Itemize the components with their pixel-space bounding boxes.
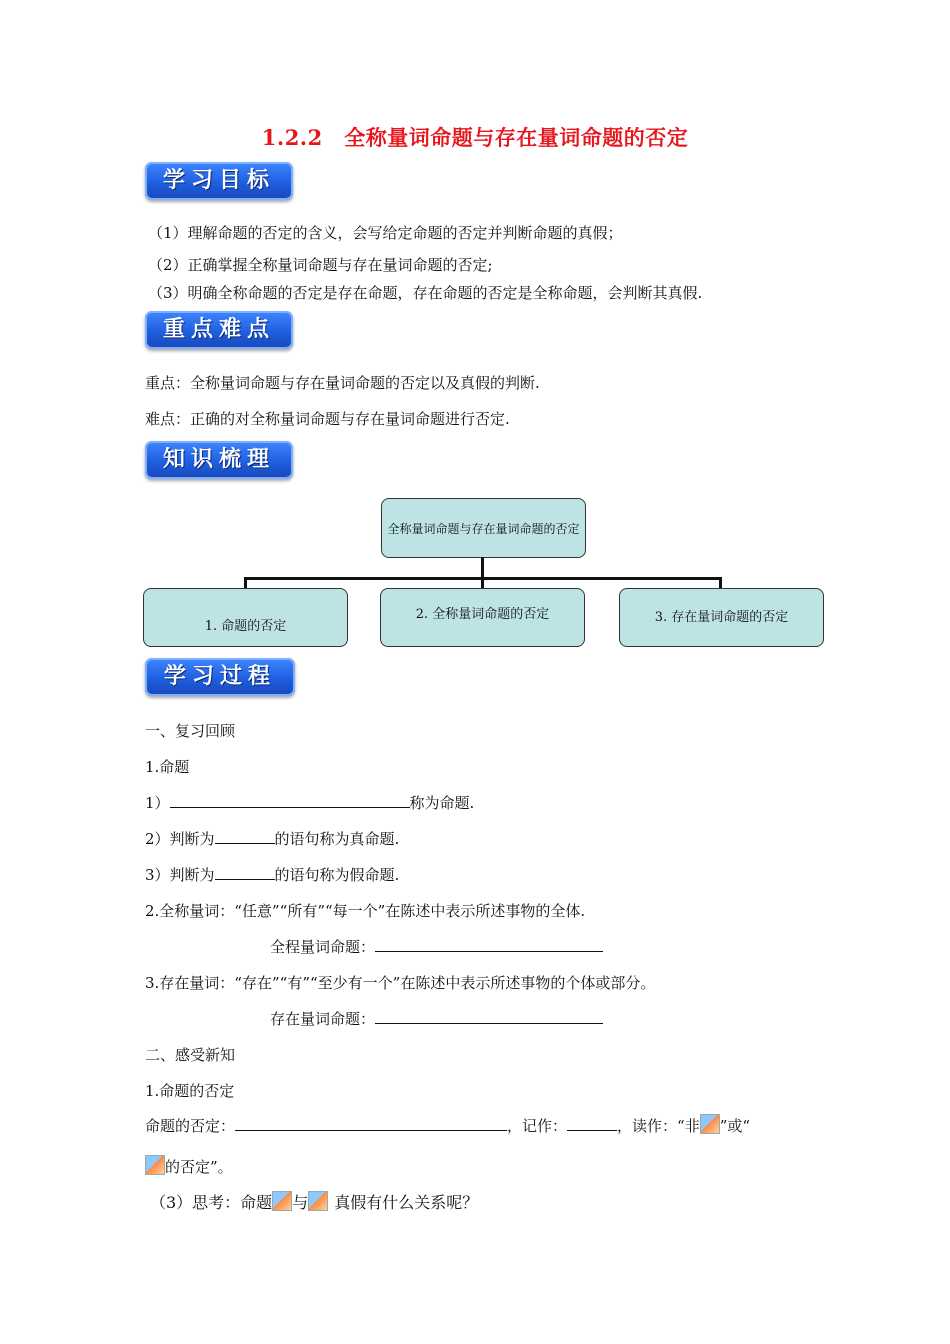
goal-item-1: （1）理解命题的否定的含义，会写给定命题的否定并判断命题的真假； xyxy=(148,224,623,242)
section-banner-process: 学习过程 xyxy=(145,658,295,696)
connector-vertical-root xyxy=(481,557,484,579)
p2-suffix: 的语句称为真命题. xyxy=(274,830,400,848)
false-proposition-line xyxy=(145,864,399,885)
neg-line2-text: 的否定”。 xyxy=(165,1158,233,1176)
key-point: 重点：全称量词命题与存在量词命题的否定以及真假的判断. xyxy=(145,374,540,392)
neg-reading-label: ，读作：“非 xyxy=(617,1117,700,1135)
diagram-child-label-2: 2. 全称量词命题的否定 xyxy=(415,607,550,622)
answer-blank-3[interactable] xyxy=(215,865,275,880)
item2-sub-label: 全程量词命题： xyxy=(270,938,376,956)
formula-image-icon xyxy=(145,1155,165,1175)
proposition-definition-line xyxy=(145,792,474,813)
goal-item-2: （2）正确掌握全称量词命题与存在量词命题的否定; xyxy=(148,256,493,274)
item3-sub-label: 存在量词命题： xyxy=(270,1010,376,1028)
answer-blank-4[interactable] xyxy=(375,937,603,952)
p2-prefix: 2）判断为 xyxy=(145,830,215,848)
diagram-child-label-1: 1. 命题的否定 xyxy=(204,619,287,634)
p1-prefix: 1） xyxy=(145,794,170,812)
section-banner-keypoints: 重点难点 xyxy=(145,311,293,349)
think-question-line xyxy=(150,1190,478,1213)
existential-quantifier-line: 3.存在量词：“存在”“有”“至少有一个”在陈述中表示所述事物的个体或部分。 xyxy=(145,974,656,992)
negation-definition-line xyxy=(145,1114,750,1136)
answer-blank-1[interactable] xyxy=(170,793,410,808)
answer-blank-2[interactable] xyxy=(215,829,275,844)
answer-blank-7[interactable] xyxy=(567,1116,617,1131)
review-heading: 一、复习回顾 xyxy=(145,722,236,740)
formula-image-icon xyxy=(308,1191,328,1211)
diagram-child-label-3: 3. 存在量词命题的否定 xyxy=(654,610,789,625)
new-knowledge-heading: 二、感受新知 xyxy=(145,1046,236,1064)
universal-quantifier-line: 2.全称量词：“任意”“所有”“每一个”在陈述中表示所述事物的全体. xyxy=(145,902,586,920)
page-title: 1.2.2 全称量词命题与存在量词命题的否定 xyxy=(261,125,689,150)
diagram-child-node-2 xyxy=(380,588,585,647)
neg-or-label: ”或“ xyxy=(719,1117,751,1135)
universal-proposition-line xyxy=(270,936,603,957)
think-suffix: 真假有什么关系呢？ xyxy=(334,1193,479,1212)
section-banner-goals: 学习目标 xyxy=(145,162,293,200)
diagram-root-node xyxy=(381,498,586,558)
answer-blank-5[interactable] xyxy=(375,1009,603,1024)
existential-proposition-line xyxy=(270,1008,603,1029)
formula-image-icon xyxy=(272,1191,292,1211)
new-item-1: 1.命题的否定 xyxy=(145,1082,235,1100)
p1-suffix: 称为命题. xyxy=(409,794,475,812)
difficult-point: 难点：正确的对全称量词命题与存在量词命题进行否定. xyxy=(145,410,510,428)
think-mid: 与 xyxy=(292,1193,309,1212)
diagram-root-label: 全称量词命题与存在量词命题的否定 xyxy=(387,521,580,536)
formula-image-icon xyxy=(700,1114,720,1134)
p3-suffix: 的语句称为假命题. xyxy=(274,866,400,884)
review-item-1: 1.命题 xyxy=(145,758,190,776)
section-banner-knowledge: 知识梳理 xyxy=(145,441,293,479)
goal-item-3: （3）明确全称命题的否定是存在命题，存在命题的否定是全称命题，会判断其真假. xyxy=(148,284,703,302)
neg-notation-label: ，记作： xyxy=(507,1117,568,1135)
neg-prefix: 命题的否定： xyxy=(145,1117,236,1135)
p3-prefix: 3）判断为 xyxy=(145,866,215,884)
think-prefix: （3）思考：命题 xyxy=(150,1193,273,1212)
diagram-child-node-1 xyxy=(143,588,348,647)
answer-blank-6[interactable] xyxy=(235,1116,507,1131)
negation-line-2 xyxy=(145,1155,233,1177)
diagram-child-node-3 xyxy=(619,588,824,647)
true-proposition-line xyxy=(145,828,399,849)
